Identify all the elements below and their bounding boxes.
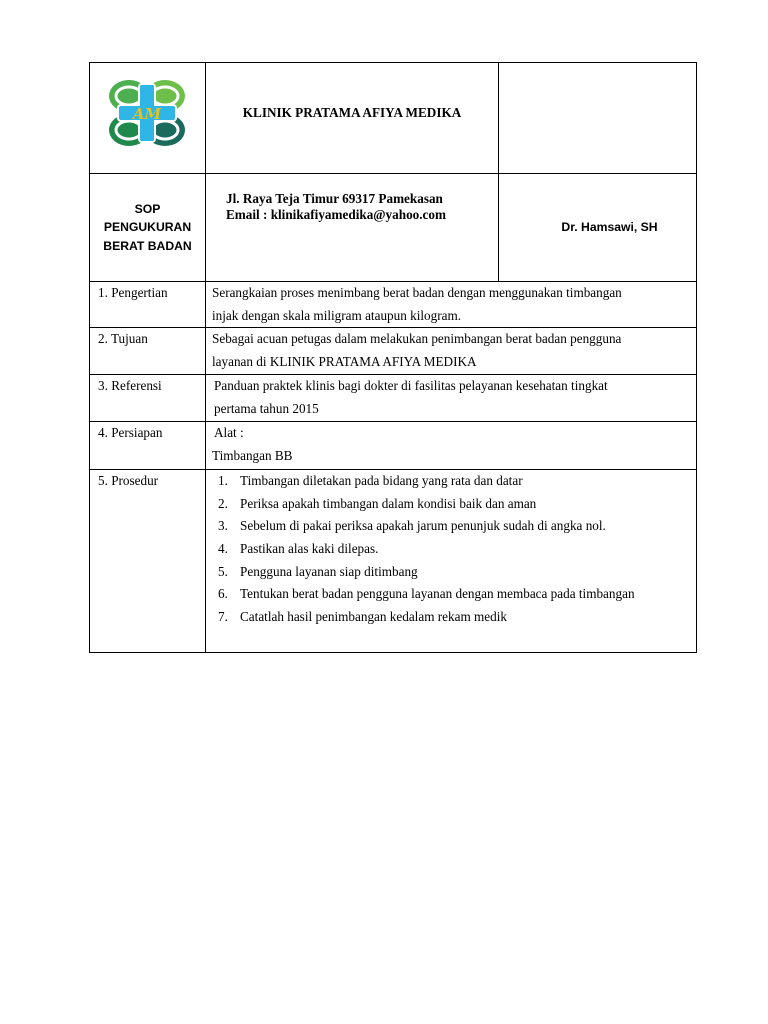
section-line: Alat : bbox=[214, 425, 244, 441]
sop-title-cell bbox=[90, 174, 206, 282]
step-text: Sebelum di pakai periksa apakah jarum penunjuk sudah di angka nol. bbox=[240, 518, 606, 534]
header-row-bottom bbox=[90, 174, 697, 282]
step-text: Periksa apakah timbangan dalam kondisi baik dan aman bbox=[240, 495, 537, 511]
section-row-prosedur bbox=[90, 470, 697, 653]
list-item bbox=[212, 515, 690, 538]
logo-cell bbox=[90, 63, 206, 174]
section-row-persiapan bbox=[90, 422, 697, 470]
sop-title-line-3: BERAT BADAN bbox=[103, 238, 192, 253]
list-item bbox=[212, 606, 690, 629]
section-line: Panduan praktek klinis bagi dokter di fasilitas pelayanan kesehatan tingkat bbox=[214, 378, 608, 394]
clinic-address: Jl. Raya Teja Timur 69317 Pamekasan bbox=[226, 191, 443, 206]
section-row-referensi bbox=[90, 375, 697, 422]
header-row-top bbox=[90, 63, 697, 174]
list-item bbox=[212, 470, 690, 493]
list-item bbox=[212, 493, 690, 516]
section-label: 1. Pengertian bbox=[90, 282, 206, 328]
signatory-name: Dr. Hamsawi, SH bbox=[561, 220, 658, 235]
signatory-cell bbox=[499, 174, 697, 282]
clinic-name: KLINIK PRATAMA AFIYA MEDIKA bbox=[242, 104, 462, 120]
step-text: Timbangan diletakan pada bidang yang rata dan datar bbox=[240, 473, 523, 489]
step-number: 1. bbox=[218, 473, 228, 489]
address-cell bbox=[206, 174, 499, 282]
section-label: 5. Prosedur bbox=[90, 470, 206, 653]
step-number: 2. bbox=[218, 495, 228, 511]
list-item bbox=[212, 583, 690, 606]
clinic-logo bbox=[103, 74, 193, 154]
sop-title-line-1: SOP bbox=[134, 201, 161, 216]
step-text: Tentukan berat badan pengguna layanan dengan membaca pada timbangan bbox=[240, 586, 635, 602]
clinic-name-cell bbox=[206, 63, 499, 174]
step-text: Pastikan alas kaki dilepas. bbox=[240, 540, 379, 556]
clinic-email: Email : klinikafiyamedika@yahoo.com bbox=[226, 207, 446, 222]
section-line: Serangkaian proses menimbang berat badan dengan menggunakan timbangan bbox=[212, 285, 622, 300]
list-item bbox=[212, 538, 690, 561]
step-text: Pengguna layanan siap ditimbang bbox=[240, 563, 418, 579]
section-line: Sebagai acuan petugas dalam melakukan penimbangan berat badan pengguna bbox=[212, 331, 622, 347]
sop-document-table bbox=[89, 62, 697, 653]
section-content bbox=[206, 422, 697, 470]
blank-header-cell bbox=[499, 63, 697, 174]
procedure-list bbox=[212, 470, 690, 628]
section-line: layanan di KLINIK PRATAMA AFIYA MEDIKA bbox=[212, 353, 477, 369]
step-number: 3. bbox=[218, 518, 228, 534]
section-row-tujuan bbox=[90, 328, 697, 375]
step-text: Catatlah hasil penimbangan kedalam rekam medik bbox=[240, 608, 507, 624]
step-number: 5. bbox=[218, 563, 228, 579]
section-content bbox=[206, 328, 697, 375]
section-label: 3. Referensi bbox=[90, 375, 206, 422]
list-item bbox=[212, 561, 690, 584]
section-content bbox=[206, 282, 697, 328]
section-content bbox=[206, 470, 697, 653]
logo-monogram: AM bbox=[132, 105, 161, 123]
section-line: pertama tahun 2015 bbox=[214, 400, 319, 416]
section-label: 4. Persiapan bbox=[90, 422, 206, 470]
section-content bbox=[206, 375, 697, 422]
section-line: Timbangan BB bbox=[212, 447, 293, 463]
section-label: 2. Tujuan bbox=[90, 328, 206, 375]
sop-title-line-2: PENGUKURAN bbox=[103, 220, 192, 235]
section-line: injak dengan skala miligram ataupun kilogram. bbox=[212, 307, 462, 323]
step-number: 6. bbox=[218, 586, 228, 602]
step-number: 7. bbox=[218, 608, 228, 624]
section-row-pengertian bbox=[90, 282, 697, 328]
step-number: 4. bbox=[218, 540, 228, 556]
